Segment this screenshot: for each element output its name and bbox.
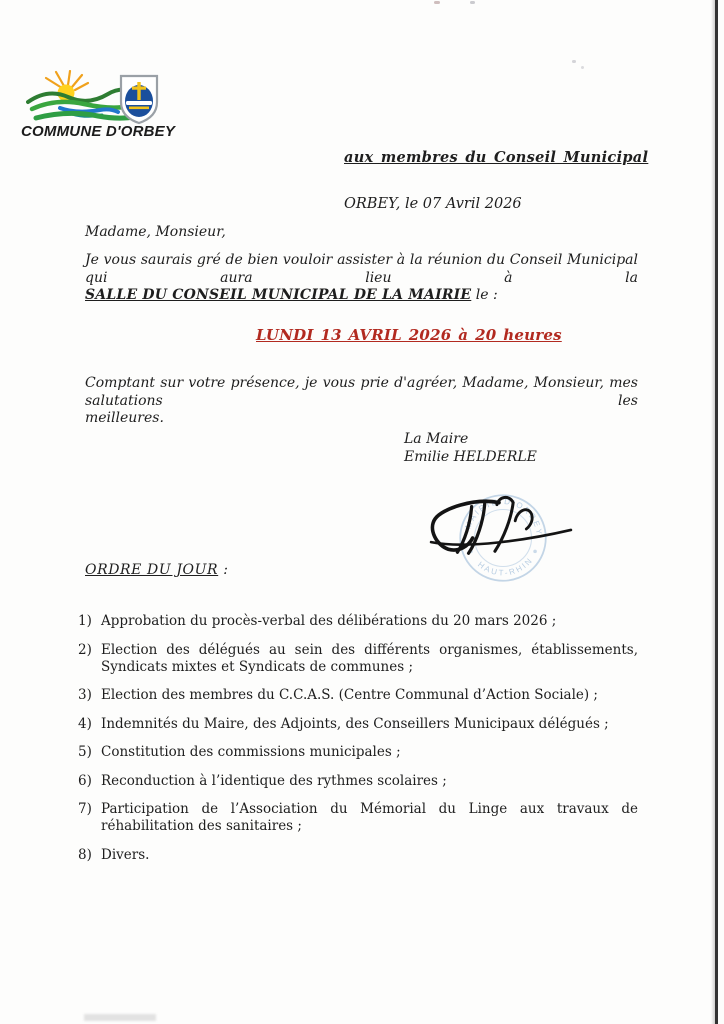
closing-line: Comptant sur votre présence, je vous prie d'agréer, Madame, Monsieur, mes salutations les xyxy=(85,375,638,409)
closing-line: meilleures. xyxy=(85,410,164,426)
commune-name: COMMUNE D'ORBEY xyxy=(21,123,176,140)
scan-edge-line xyxy=(715,0,718,1024)
agenda-heading-colon: : xyxy=(218,562,229,578)
agenda-heading-text: ORDRE DU JOUR xyxy=(85,562,219,578)
venue-line xyxy=(85,287,638,305)
item-number: 7) xyxy=(78,801,92,817)
item-text: Election des membres du C.C.A.S. (Centre Communal d’Action Sociale) ; xyxy=(101,687,598,703)
agenda-list xyxy=(78,613,640,875)
signer-title: La Maire xyxy=(404,431,469,447)
scan-speck xyxy=(434,1,440,4)
agenda-item xyxy=(78,716,640,733)
item-number: 8) xyxy=(78,846,92,863)
item-text: Approbation du procès-verbal des délibérations du 20 mars 2026 ; xyxy=(101,613,557,629)
invitation-paragraph xyxy=(85,252,638,305)
scan-speck xyxy=(572,60,576,63)
agenda-item xyxy=(78,773,640,790)
agenda-item xyxy=(78,613,640,630)
scan-speck xyxy=(581,66,584,69)
signer-name: Emilie HELDERLE xyxy=(404,448,537,465)
item-text: Election des délégués au sein des différents organismes, établissements, Syndicats mixtes et Syndicats de communes ; xyxy=(101,641,638,675)
agenda-item xyxy=(78,642,640,676)
agenda-heading xyxy=(85,562,229,578)
agenda-item xyxy=(78,847,640,864)
meeting-datetime: LUNDI 13 AVRIL 2026 à 20 heures xyxy=(256,326,562,344)
recipient-line: aux membres du Conseil Municipal xyxy=(344,149,649,166)
agenda-item xyxy=(78,801,640,835)
venue-suffix: le : xyxy=(471,287,498,303)
item-text: Reconduction à l’identique des rythmes scolaires ; xyxy=(101,772,447,789)
closing-paragraph xyxy=(85,375,638,428)
commune-orbey-logo-icon xyxy=(26,70,166,126)
signature-block xyxy=(404,431,537,466)
item-number: 4) xyxy=(78,715,92,732)
salutation: Madame, Monsieur, xyxy=(85,224,226,240)
stamp-top-text: MAIRIE D'ORBEY xyxy=(463,496,544,538)
handwritten-signature-icon xyxy=(426,492,576,574)
agenda-item xyxy=(78,744,640,761)
scan-smudge xyxy=(84,1014,156,1021)
scan-speck xyxy=(470,1,475,4)
invitation-line: Je vous saurais gré de bien vouloir assister à la réunion du Conseil Municipal qui aura lieu à la xyxy=(85,252,638,286)
item-text: Divers. xyxy=(101,846,150,863)
date-line: ORBEY, le 07 Avril 2026 xyxy=(344,196,522,212)
shield-emblem xyxy=(121,76,157,123)
item-number: 6) xyxy=(78,772,92,789)
item-number: 2) xyxy=(78,641,92,658)
item-number: 1) xyxy=(78,613,92,629)
agenda-item xyxy=(78,687,640,704)
item-text: Participation de l’Association du Mémorial du Linge aux travaux de réhabilitation des sanitaires ; xyxy=(101,801,638,834)
stamp-bottom-text: HAUT-RHIN xyxy=(476,555,536,578)
item-number: 5) xyxy=(78,744,92,760)
item-text: Indemnités du Maire, des Adjoints, des Conseillers Municipaux délégués ; xyxy=(101,715,609,732)
venue-name: SALLE DU CONSEIL MUNICIPAL DE LA MAIRIE xyxy=(85,287,472,303)
item-number: 3) xyxy=(78,687,92,703)
item-text: Constitution des commissions municipales ; xyxy=(101,744,401,760)
